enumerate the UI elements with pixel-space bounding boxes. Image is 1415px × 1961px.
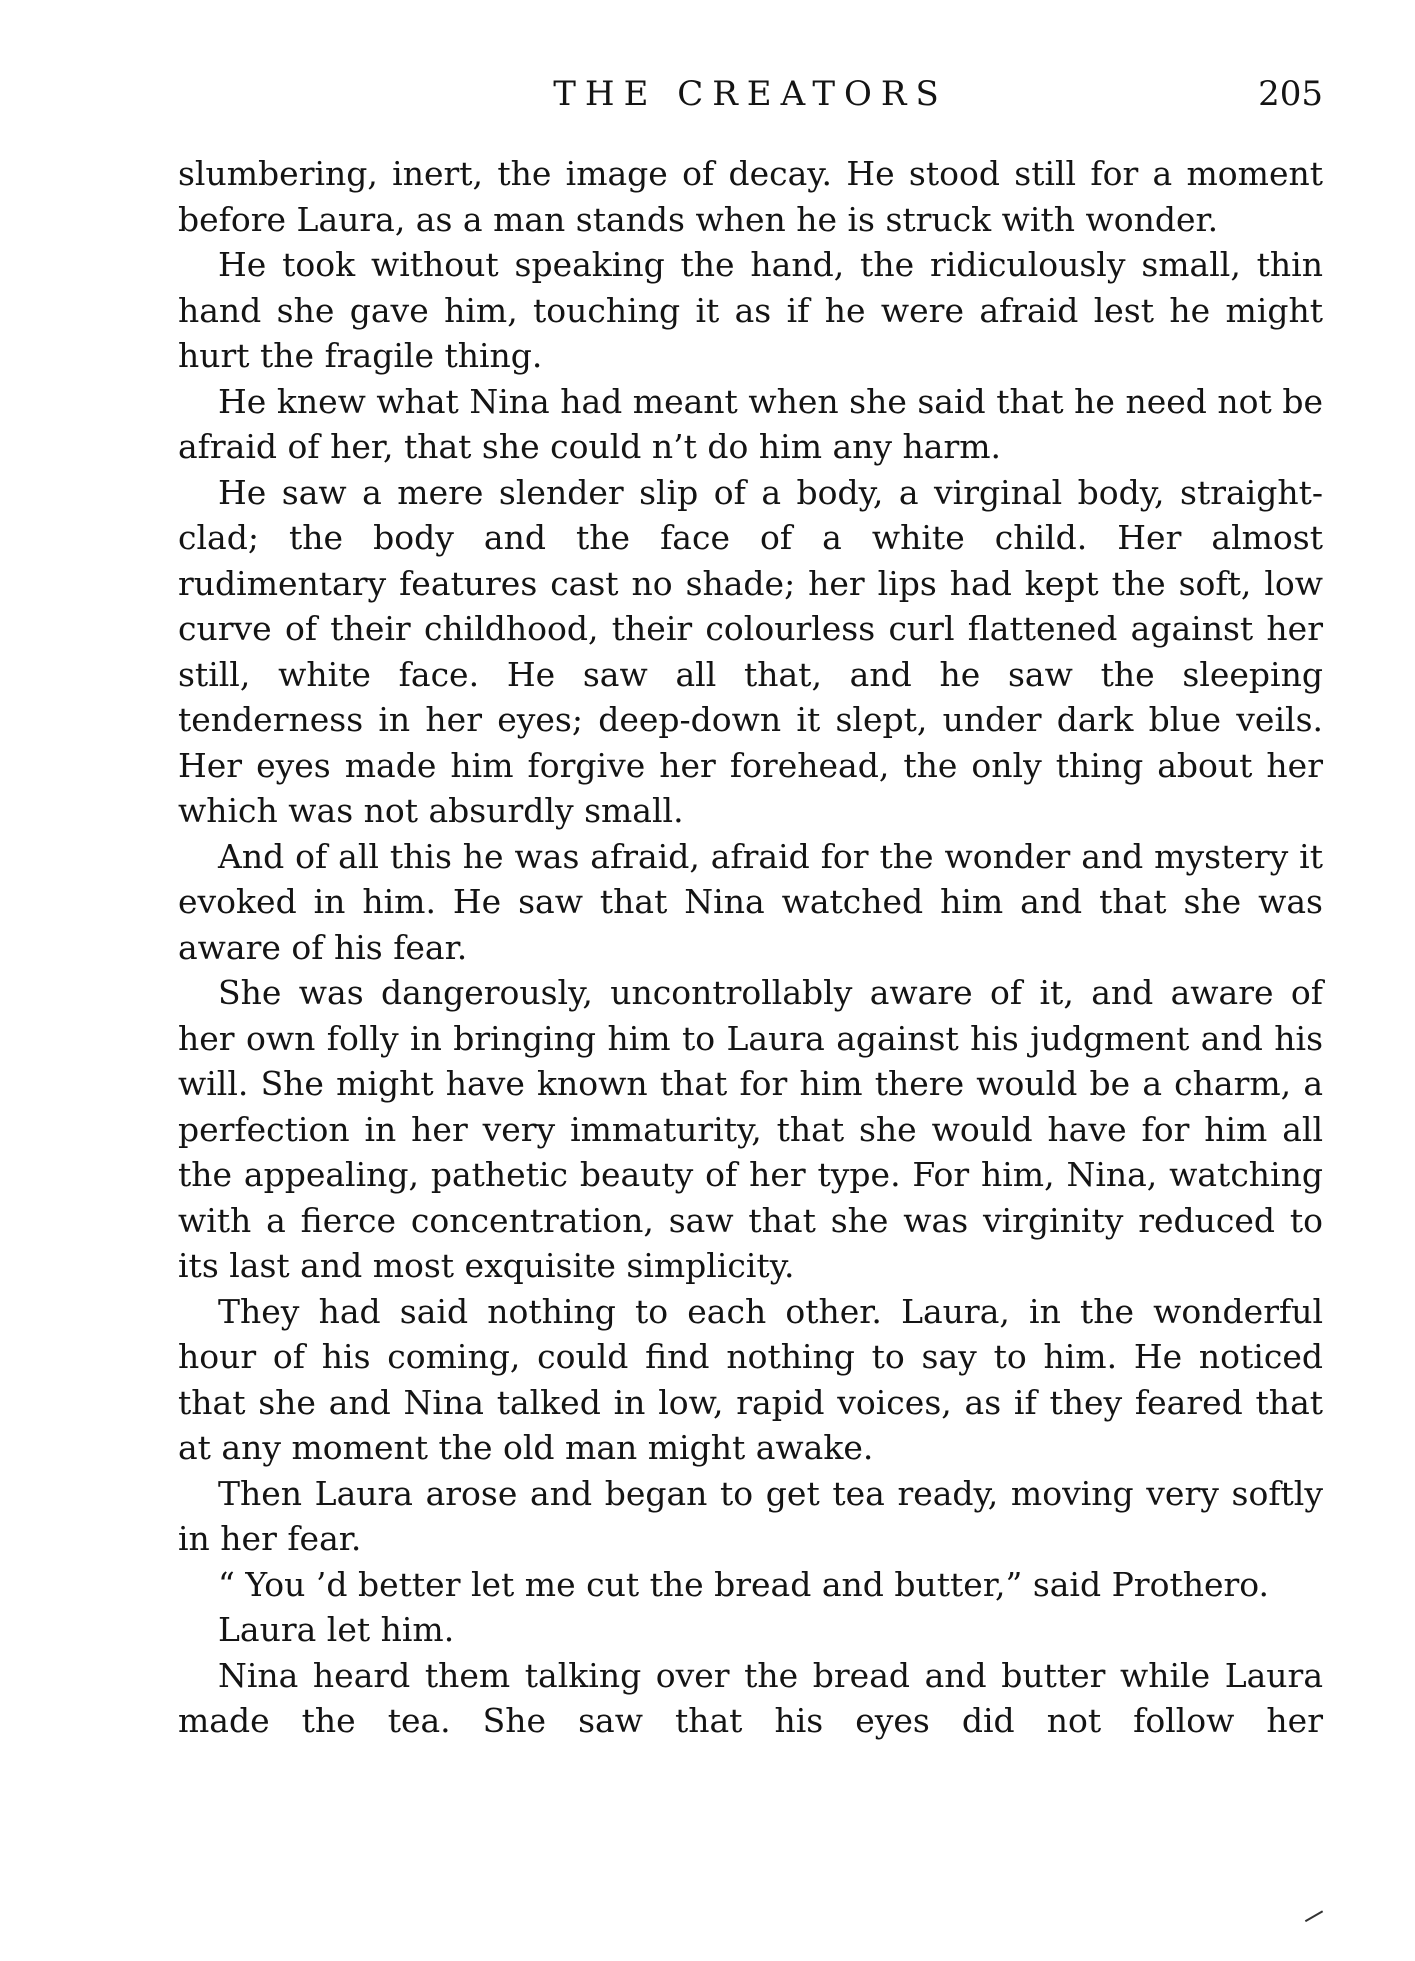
paragraph: They had said nothing to each other. Laura, in the wonderful hour of his coming, could find nothing to say to him. He noticed that she and Nina talked in low, rapid voices, as if they feared that at any moment the old man might awake.: [178, 1291, 1323, 1467]
paragraph: slumbering, inert, the image of decay. He stood still for a moment before Laura, as a man stands when he is struck with wonder.: [178, 154, 1323, 239]
paragraph: Then Laura arose and began to get tea ready, moving very softly in her fear.: [178, 1473, 1323, 1558]
body-text: [178, 151, 1323, 1744]
paragraph: He took without speaking the hand, the ridiculously small, thin hand she gave him, touching it as if he were afraid lest he might hurt the fragile thing.: [178, 245, 1323, 375]
paragraph: She was dangerously, uncontrollably aware of it, and aware of her own folly in bringing him to Laura against his judgment and his will. She might have known that for him there would be a charm, a perfection in her very immaturity, that she would have for him all the appealing, pathetic beauty of her type. For him, Nina, watching with a fierce concentration, saw that she was virginity reduced to its last and most exquisite simplicity.: [178, 973, 1323, 1285]
paragraph: And of all this he was afraid, afraid for the wonder and mystery it evoked in him. He saw that Nina watched him and that she was aware of his fear.: [178, 836, 1323, 967]
running-head: [178, 70, 1323, 118]
paragraph: Nina heard them talking over the bread and butter while Laura made the tea. She saw that his eyes did not follow her: [178, 1655, 1323, 1740]
running-title: THE CREATORS: [553, 74, 948, 114]
paragraph: “ You ’d better let me cut the bread and butter,” said Prothero.: [218, 1564, 1270, 1604]
stray-mark: [1305, 1910, 1325, 1925]
paragraph: He knew what Nina had meant when she said that he need not be afraid of her, that she could n’t do him any harm.: [178, 381, 1323, 466]
paragraph: Laura let him.: [218, 1610, 455, 1649]
paragraph: He saw a mere slender slip of a body, a virginal body, straight-clad; the body and the face of a white child. Her almost rudimentary features cast no shade; her lips had kept the soft, low curve of their childhood, their colourless curl flattened against her still, white face. He saw all that, and he saw the sleeping tenderness in her eyes; deep-down it slept, under dark blue veils. Her eyes made him forgive her forehead, the only thing about her which was not absurdly small.: [178, 472, 1323, 830]
page-number: 205: [1258, 74, 1323, 114]
